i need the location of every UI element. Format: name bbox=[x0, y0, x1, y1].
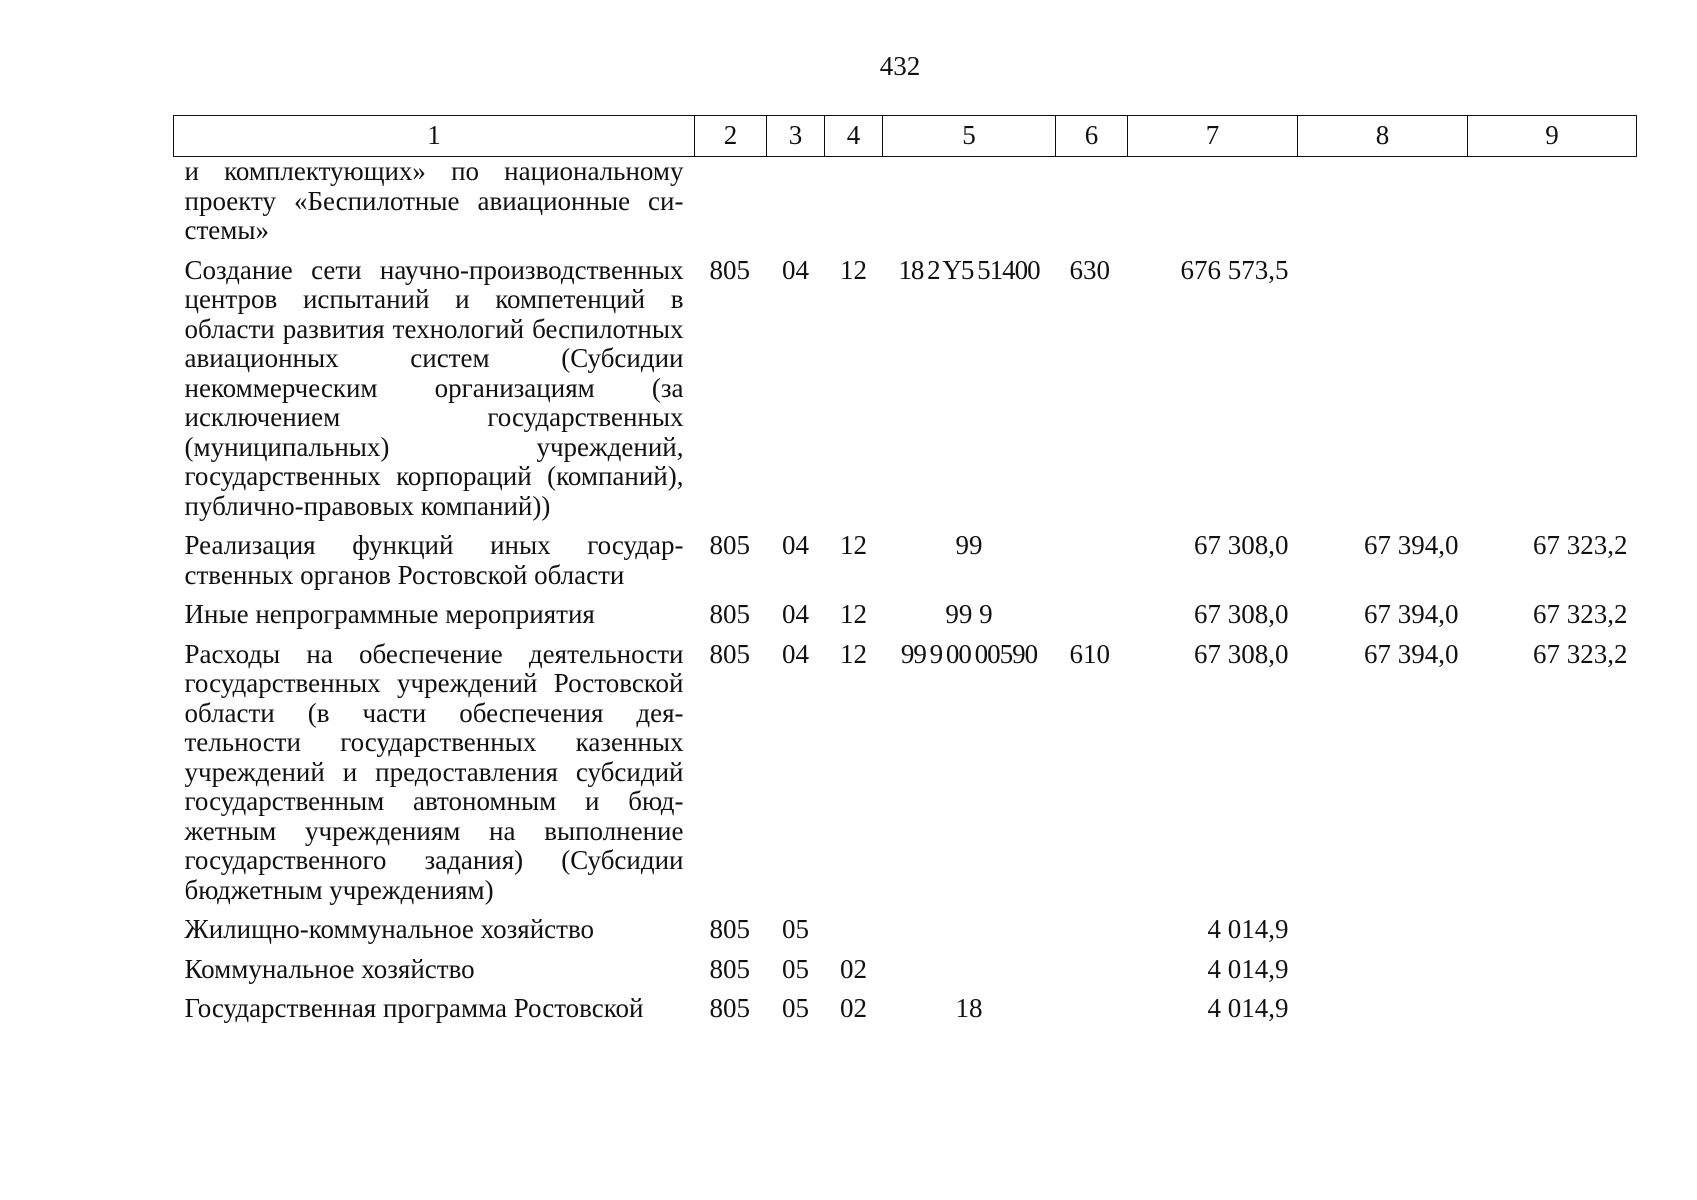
table-row bbox=[174, 531, 1637, 600]
row-amount-col7: 4 014,9 bbox=[1207, 914, 1289, 944]
row-amount-col7: 676 573,5 bbox=[1180, 254, 1289, 285]
row-subsection-code: 12 bbox=[840, 254, 867, 285]
row-amount-col9: 67 323,2 bbox=[1533, 599, 1628, 629]
table-row bbox=[174, 600, 1637, 640]
row-subsection-code bbox=[825, 915, 883, 955]
row-name: Расходы на обеспечение деятельности государственных учреждений Ростовской области (в части обеспечения деятельности государственных казенных учреждений и предоставления субсидий государственным автономным и бюджетным учреждениям на выполнение государственного задания) (Субсидии бюджетным учреждениям) bbox=[184, 638, 684, 905]
row-subsection-code: 12 bbox=[840, 599, 867, 629]
header-col-1: 1 bbox=[174, 116, 695, 157]
row-section-code: 04 bbox=[782, 254, 809, 285]
row-target-code: 18 bbox=[955, 993, 983, 1023]
row-expense-type bbox=[1056, 600, 1128, 640]
row-amount-col8: 67 394,0 bbox=[1364, 638, 1459, 669]
header-col-6: 6 bbox=[1056, 116, 1128, 157]
table-header bbox=[174, 116, 1637, 157]
row-name: Создание сети научно-производственных центров испытаний и компетенций в области развития технологий беспилотных авиационных систем (Субсидии некоммерческим организациям (за исключением государственных (муниципальных) учреждений, государственных корпораций (компаний), публично-правовых компаний)) bbox=[184, 254, 684, 521]
row-amount-col9 bbox=[1468, 955, 1637, 995]
table-row bbox=[174, 994, 1637, 1024]
table-row bbox=[174, 915, 1637, 955]
row-name: Иные непрограммные мероприятия bbox=[184, 599, 595, 629]
header-col-3: 3 bbox=[767, 116, 825, 157]
row-amount-col7: 67 308,0 bbox=[1194, 638, 1289, 669]
row-amount-col9: 67 323,2 bbox=[1533, 638, 1628, 669]
row-subsection-code bbox=[825, 157, 883, 256]
row-amount-col7: 4 014,9 bbox=[1207, 993, 1289, 1023]
row-name: Коммунальное хозяйство bbox=[184, 953, 475, 984]
table-row bbox=[174, 157, 1637, 256]
row-amount-col9: 67 323,2 bbox=[1533, 530, 1628, 560]
row-expense-type bbox=[1056, 994, 1128, 1024]
row-target-code bbox=[883, 955, 1056, 995]
row-amount-col7 bbox=[1128, 157, 1298, 256]
header-col-8: 8 bbox=[1298, 116, 1468, 157]
row-section-code: 04 bbox=[782, 530, 809, 560]
row-subsection-code: 02 bbox=[840, 993, 867, 1023]
row-amount-col7: 4 014,9 bbox=[1207, 953, 1289, 984]
row-section-code: 05 bbox=[782, 993, 809, 1023]
header-col-2: 2 bbox=[695, 116, 767, 157]
header-col-4: 4 bbox=[825, 116, 883, 157]
row-section-code: 05 bbox=[782, 953, 809, 984]
row-amount-col8 bbox=[1298, 955, 1468, 995]
row-amount-col9 bbox=[1468, 157, 1637, 256]
row-amount-col8 bbox=[1298, 915, 1468, 955]
row-expense-type bbox=[1056, 915, 1128, 955]
row-name: Государственная программа Ростовской bbox=[184, 993, 644, 1023]
row-target-code: 99 9 00 00590 bbox=[900, 638, 1038, 669]
header-col-5: 5 bbox=[883, 116, 1056, 157]
row-amount-col8: 67 394,0 bbox=[1364, 530, 1459, 560]
row-amount-col8: 67 394,0 bbox=[1364, 599, 1459, 629]
page-number: 432 bbox=[879, 51, 921, 81]
row-target-code bbox=[883, 915, 1056, 955]
row-subsection-code: 02 bbox=[840, 953, 867, 984]
budget-table bbox=[173, 115, 1637, 1024]
row-section-code: 04 bbox=[782, 599, 809, 629]
row-name: Реализация функций иных государственных органов Ростовской области bbox=[184, 530, 684, 590]
table-row bbox=[174, 640, 1637, 916]
row-amount-col8 bbox=[1298, 157, 1468, 256]
row-subsection-code: 12 bbox=[840, 638, 867, 669]
row-expense-type bbox=[1056, 955, 1128, 995]
row-name: Жилищно-коммунальное хозяйство bbox=[184, 914, 595, 944]
row-target-code: 18 2 Y5 51400 bbox=[898, 254, 1040, 285]
row-amount-col9 bbox=[1468, 256, 1637, 532]
row-amount-col9 bbox=[1468, 994, 1637, 1024]
row-amount-col7: 67 308,0 bbox=[1194, 599, 1289, 629]
row-section-code: 04 bbox=[782, 638, 809, 669]
row-expense-type bbox=[1056, 531, 1128, 600]
header-col-7: 7 bbox=[1128, 116, 1298, 157]
row-ministry-code: 805 bbox=[709, 599, 750, 629]
header-col-9: 9 bbox=[1468, 116, 1637, 157]
table-row bbox=[174, 256, 1637, 532]
row-ministry-code: 805 bbox=[709, 953, 750, 984]
row-amount-col7: 67 308,0 bbox=[1194, 530, 1289, 560]
row-section-code bbox=[767, 157, 825, 256]
row-name: и комплектующих» по национальному проекту «Беспилотные авиационные системы» bbox=[184, 156, 684, 245]
row-ministry-code bbox=[695, 157, 767, 256]
row-ministry-code: 805 bbox=[709, 254, 750, 285]
row-target-code bbox=[883, 157, 1056, 256]
table-row bbox=[174, 955, 1637, 995]
row-expense-type: 610 bbox=[1069, 638, 1110, 669]
row-ministry-code: 805 bbox=[709, 914, 750, 944]
row-expense-type bbox=[1056, 157, 1128, 256]
row-expense-type: 630 bbox=[1069, 254, 1110, 285]
row-section-code: 05 bbox=[782, 914, 809, 944]
row-subsection-code: 12 bbox=[840, 530, 867, 560]
row-ministry-code: 805 bbox=[709, 638, 750, 669]
row-amount-col8 bbox=[1298, 256, 1468, 532]
row-amount-col9 bbox=[1468, 915, 1637, 955]
row-target-code: 99 9 bbox=[945, 599, 993, 629]
row-amount-col8 bbox=[1298, 994, 1468, 1024]
row-ministry-code: 805 bbox=[709, 993, 750, 1023]
row-ministry-code: 805 bbox=[709, 530, 750, 560]
row-target-code: 99 bbox=[955, 530, 983, 560]
